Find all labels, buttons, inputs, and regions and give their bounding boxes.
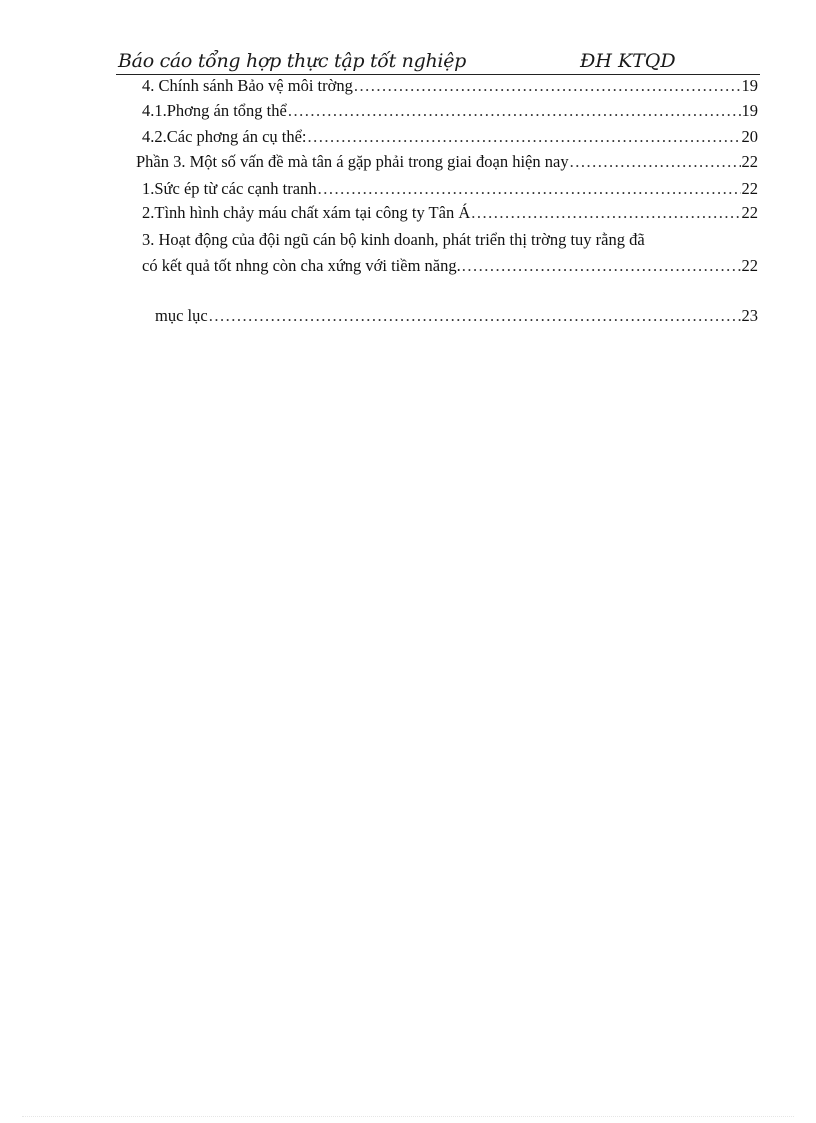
toc-leader [209, 306, 741, 326]
toc-page-number: 23 [741, 306, 758, 325]
toc-entry-text: có kết quả tốt nhng còn cha xứng với tiềm năng. [142, 256, 461, 275]
toc-page-number: 22 [741, 256, 758, 275]
toc-leader [308, 127, 741, 147]
toc-entry[interactable] [155, 306, 758, 328]
toc-entry[interactable] [142, 101, 758, 123]
toc-leader [288, 101, 741, 121]
page-bottom-border [22, 1116, 794, 1117]
toc-page-number: 22 [741, 152, 758, 171]
toc-entry-wrapped-first-line[interactable]: 3. Hoạt động của đội ngũ cán bộ kinh doanh, phát triển thị trờng tuy rằng đã [142, 230, 645, 249]
toc-entry-text: 1.Sức ép từ các cạnh tranh [142, 179, 317, 198]
toc-entry-text: 4.2.Các phơng án cụ thể: [142, 127, 307, 146]
toc-entry[interactable] [142, 76, 758, 98]
toc-entry[interactable] [142, 203, 758, 225]
toc-leader [318, 179, 741, 199]
toc-entry-text: mục lục [155, 306, 208, 325]
toc-leader [570, 152, 741, 172]
toc-page-number: 22 [741, 203, 758, 222]
toc-leader [462, 256, 741, 276]
report-title: Báo cáo tổng hợp thực tập tốt nghiệp [118, 50, 467, 72]
page-header [116, 48, 760, 75]
toc-entry-text: 4.1.Phơng án tổng thể [142, 101, 287, 120]
toc-page-number: 20 [741, 127, 758, 146]
toc-entry[interactable] [142, 127, 758, 149]
school-name: ĐH KTQD [580, 50, 676, 72]
toc-leader [354, 76, 741, 96]
toc-entry-section[interactable] [136, 152, 758, 174]
toc-leader [471, 203, 740, 223]
toc-page-number: 22 [741, 179, 758, 198]
toc-entry-text: 2.Tình hình chảy máu chất xám tại công ty Tân Á [142, 203, 471, 222]
toc-page-number: 19 [741, 101, 758, 120]
toc-entry[interactable] [142, 256, 758, 278]
toc-page-number: 19 [741, 76, 758, 95]
toc-entry[interactable] [142, 179, 758, 201]
toc-entry-text: 4. Chính sánh Bảo vệ môi trờng [142, 76, 353, 95]
toc-entry-text: Phần 3. Một số vấn đề mà tân á gặp phải trong giai đoạn hiện nay [136, 152, 569, 171]
